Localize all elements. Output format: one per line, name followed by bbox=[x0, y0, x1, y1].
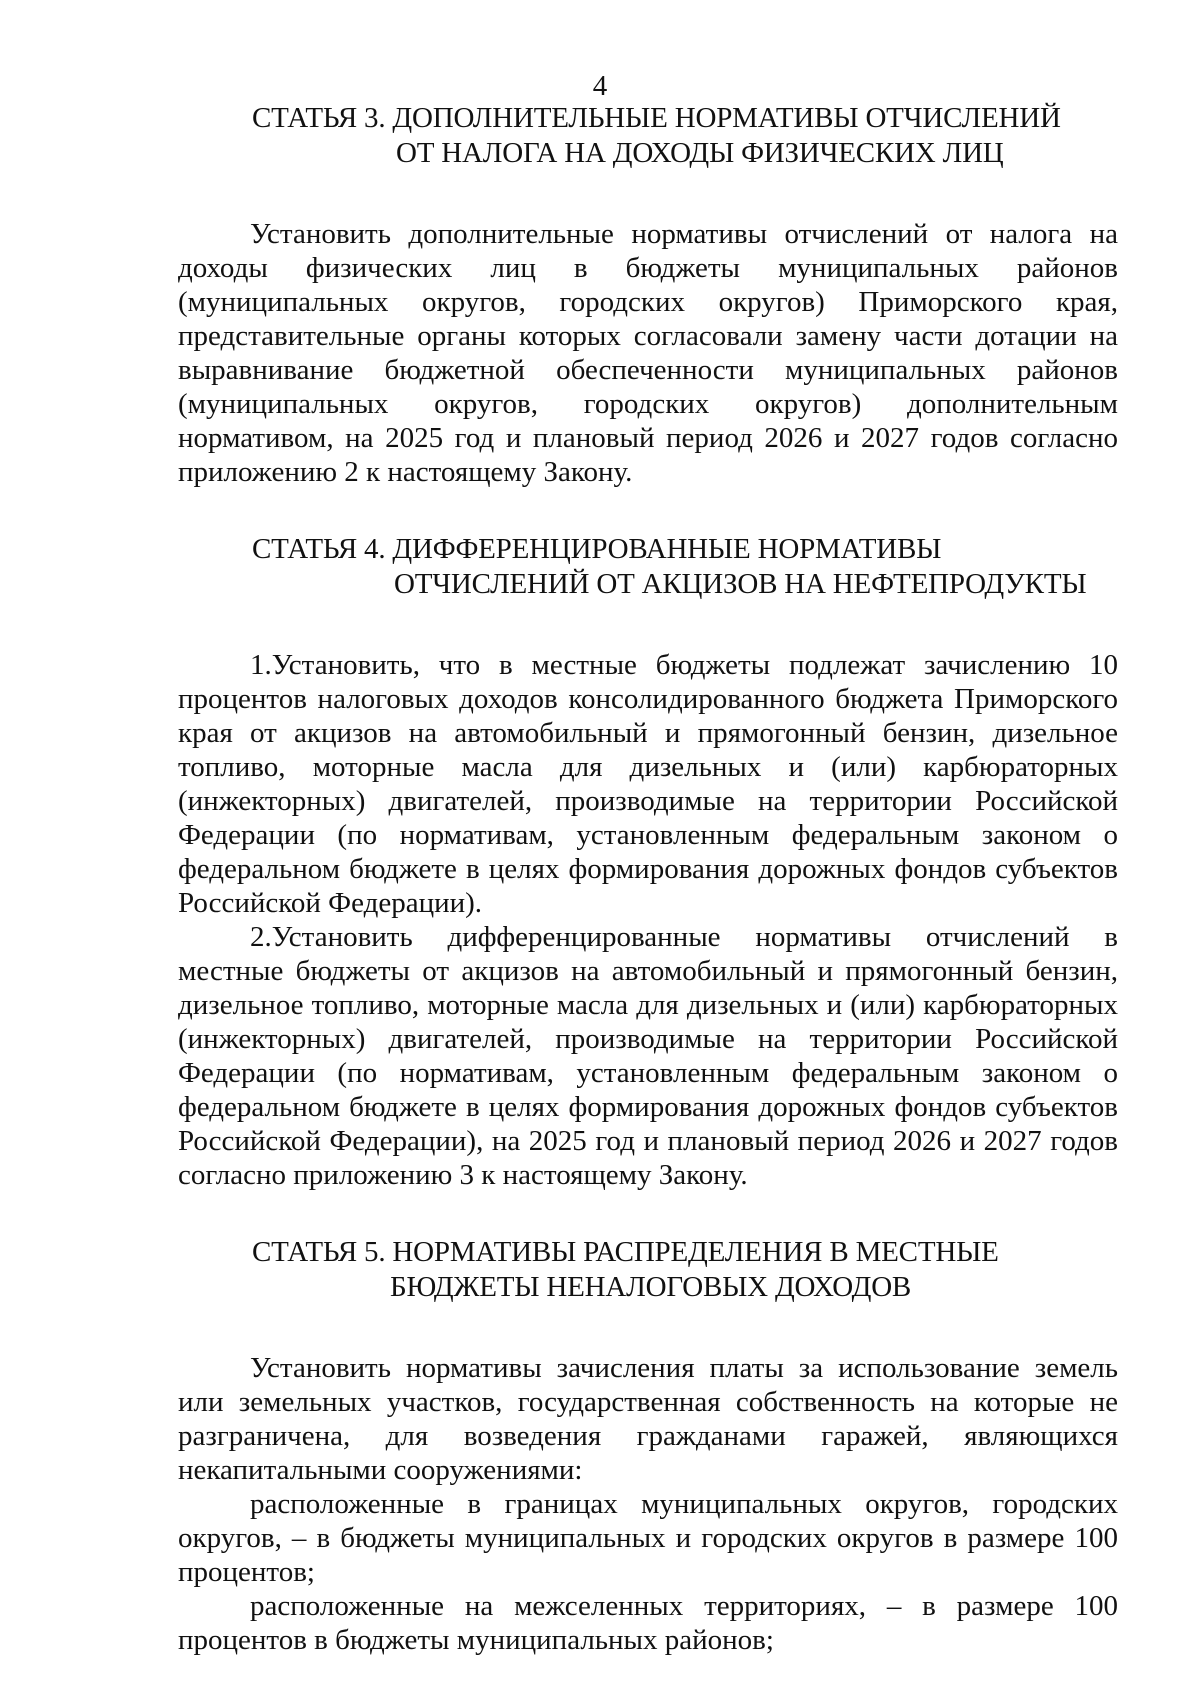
article-3-paragraph: Установить дополнительные нормативы отчислений от налога на доходы физических лиц в бюджеты муниципальных районов (муниципальных округов, городских округов) Приморского края, представительные органы которых согласовали замену части дотации на выравнивание бюджетной обеспеченности муниципальных районов (муниципальных округов, городских округов) дополнительным нормативом, на 2025 год и плановый период 2026 и 2027 годов согласно приложению 2 к настоящему Закону. bbox=[178, 218, 1118, 488]
article-5-paragraph-3: расположенные на межселенных территориях, – в размере 100 процентов в бюджеты муниципальных районов; bbox=[178, 1590, 1118, 1656]
article-5-heading bbox=[178, 1235, 1118, 1305]
article-3-heading bbox=[178, 101, 1118, 171]
document-body bbox=[178, 101, 1118, 1657]
article-5-heading-line-2: БЮДЖЕТЫ НЕНАЛОГОВЫХ ДОХОДОВ bbox=[390, 1271, 912, 1303]
article-4-heading bbox=[178, 532, 1118, 602]
article-5-paragraph-1: Установить нормативы зачисления платы за использование земель или земельных участков, государственная собственность на которые не разграничена, для возведения гражданами гаражей, являющихся некапитальными сооружениями: bbox=[178, 1352, 1118, 1486]
article-3-heading-line-1: СТАТЬЯ 3. ДОПОЛНИТЕЛЬНЫЕ НОРМАТИВЫ ОТЧИСЛЕНИЙ bbox=[252, 102, 1061, 134]
article-5-paragraph-2: расположенные в границах муниципальных округов, городских округов, – в бюджеты муниципальных и городских округов в размере 100 процентов; bbox=[178, 1488, 1118, 1588]
article-3-heading-line-2: ОТ НАЛОГА НА ДОХОДЫ ФИЗИЧЕСКИХ ЛИЦ bbox=[396, 137, 1004, 169]
page-number: 4 bbox=[592, 70, 608, 102]
article-4-heading-line-2: ОТЧИСЛЕНИЙ ОТ АКЦИЗОВ НА НЕФТЕПРОДУКТЫ bbox=[394, 568, 1087, 600]
article-5-heading-line-1: СТАТЬЯ 5. НОРМАТИВЫ РАСПРЕДЕЛЕНИЯ В МЕСТНЫЕ bbox=[252, 1236, 999, 1268]
article-4-heading-line-1: СТАТЬЯ 4. ДИФФЕРЕНЦИРОВАННЫЕ НОРМАТИВЫ bbox=[252, 533, 942, 565]
article-4-paragraph-2: 2.Установить дифференцированные нормативы отчислений в местные бюджеты от акцизов на автомобильный и прямогонный бензин, дизельное топливо, моторные масла для дизельных и (или) карбюраторных (инжекторных) двигателей, производимые на территории Российской Федерации (по нормативам, установленным федеральным законом о федеральном бюджете в целях формирования дорожных фондов субъектов Российской Федерации), на 2025 год и плановый период 2026 и 2027 годов согласно приложению 3 к настоящему Закону. bbox=[178, 921, 1118, 1191]
article-4-paragraph-1: 1.Установить, что в местные бюджеты подлежат зачислению 10 процентов налоговых доходов консолидированного бюджета Приморского края от акцизов на автомобильный и прямогонный бензин, дизельное топливо, моторные масла для дизельных и (или) карбюраторных (инжекторных) двигателей, производимые на территории Российской Федерации (по нормативам, установленным федеральным законом о федеральном бюджете в целях формирования дорожных фондов субъектов Российской Федерации). bbox=[178, 649, 1118, 919]
